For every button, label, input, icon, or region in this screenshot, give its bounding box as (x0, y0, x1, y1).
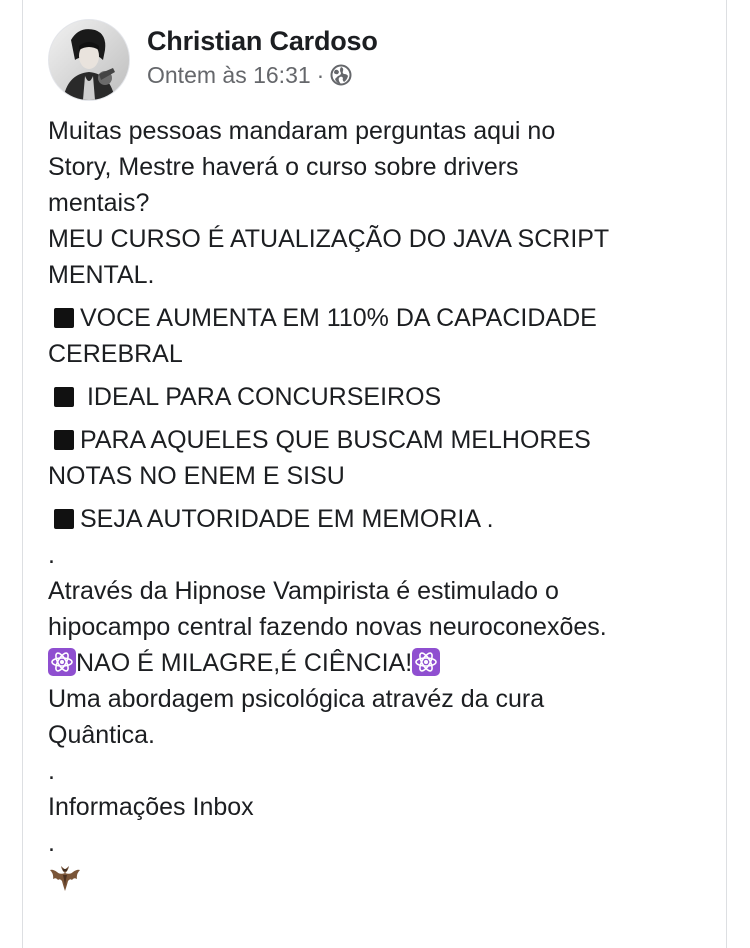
bullet-text: IDEAL PARA CONCURSEIROS (80, 383, 442, 411)
avatar[interactable] (48, 19, 130, 101)
emoji-line (48, 645, 708, 681)
post-header (48, 19, 378, 101)
text-line: Uma abordagem psicológica atravéz da cura (48, 685, 545, 713)
text-line: Informações Inbox (48, 793, 254, 821)
text-line: CEREBRAL (48, 340, 183, 368)
bullet-text: SEJA AUTORIDADE EM MEMORIA . (80, 505, 494, 533)
author-block (147, 25, 378, 89)
text-line: hipocampo central fazendo novas neuroconexões. (48, 613, 607, 641)
text-line: Quântica. (48, 721, 156, 749)
emoji-line (48, 861, 708, 897)
post-card-left-border (22, 0, 23, 948)
bat-icon (48, 861, 82, 895)
author-name[interactable]: Christian Cardoso (147, 26, 378, 56)
post-timestamp[interactable]: Ontem às 16:31 (147, 62, 311, 88)
emoji-line-text: NAO É MILAGRE,É CIÊNCIA! (76, 649, 413, 677)
bullet-line (48, 422, 708, 458)
bullet-line (48, 300, 708, 336)
bullet-text: VOCE AUMENTA EM 110% DA CAPACIDADE (80, 304, 597, 332)
bullet-text: PARA AQUELES QUE BUSCAM MELHORES (80, 426, 591, 454)
dot-line: . (48, 541, 55, 569)
meta-separator: · (316, 62, 325, 88)
post-text (48, 113, 708, 897)
post-card-right-border (726, 0, 727, 948)
black-square-icon (54, 430, 74, 450)
atom-symbol-icon (48, 648, 76, 676)
dot-line: . (48, 757, 55, 785)
bullet-line (48, 379, 708, 415)
black-square-icon (54, 387, 74, 407)
black-square-icon (54, 308, 74, 328)
text-line: mentais? (48, 189, 150, 217)
dot-line: . (48, 829, 55, 857)
text-line: MEU CURSO É ATUALIZAÇÃO DO JAVA SCRIPT (48, 225, 610, 253)
text-line: MENTAL. (48, 261, 155, 289)
text-line: Através da Hipnose Vampirista é estimulado o (48, 577, 559, 605)
post-meta (147, 61, 378, 89)
text-line: Story, Mestre haverá o curso sobre drivers (48, 153, 519, 181)
black-square-icon (54, 509, 74, 529)
bullet-line (48, 501, 708, 537)
globe-icon[interactable] (330, 64, 352, 86)
text-line: Muitas pessoas mandaram perguntas aqui no (48, 117, 556, 145)
atom-symbol-icon (412, 648, 440, 676)
text-line: NOTAS NO ENEM E SISU (48, 462, 345, 490)
